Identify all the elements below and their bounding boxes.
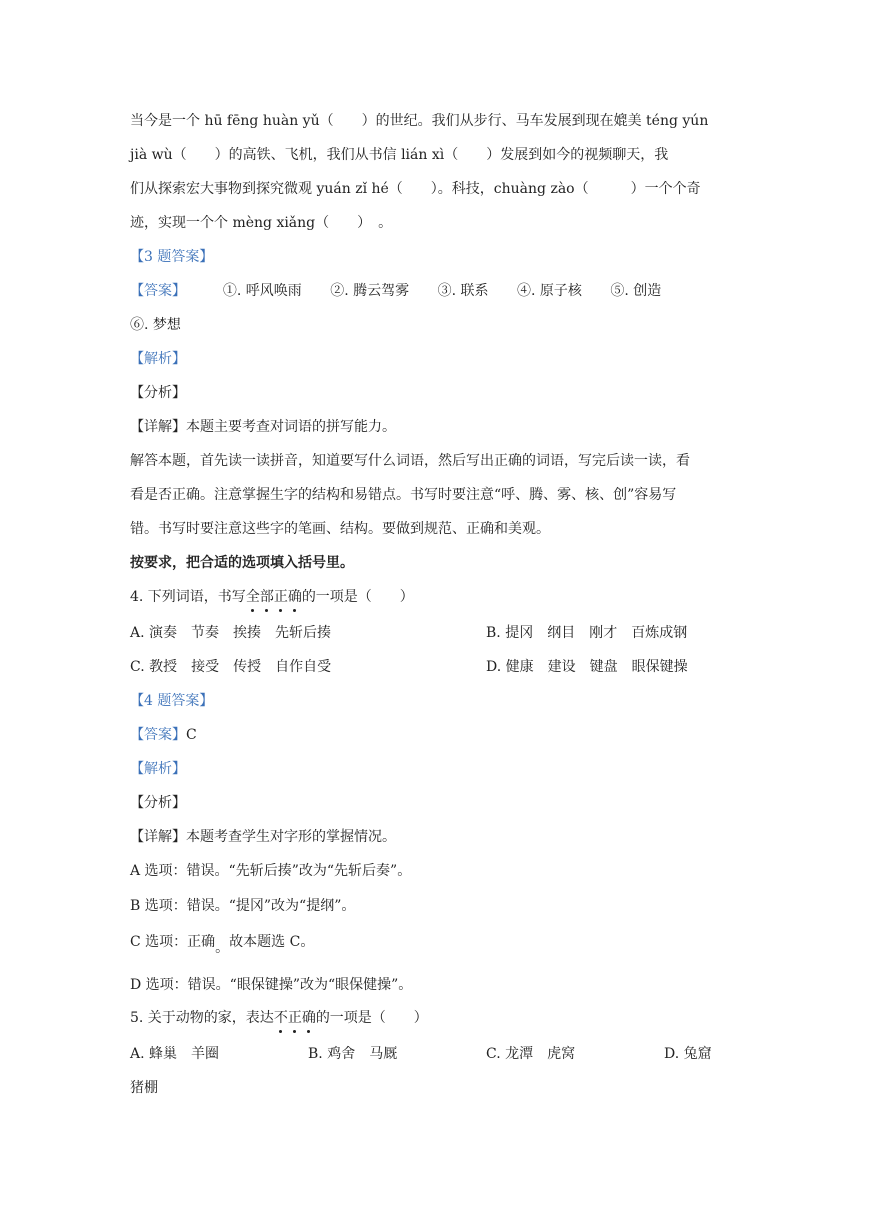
q3-explain-line-2: 看是否正确。注意掌握生字的结构和易错点。书写时要注意“呼、腾、雾、核、创”容易写 xyxy=(130,487,677,503)
emphasis-char: 部 xyxy=(260,586,274,608)
q4-stem-suffix: 的一项是（ ） xyxy=(301,589,414,605)
q4-stem xyxy=(130,586,414,608)
section-instruction: 按要求，把合适的选项填入括号里。 xyxy=(130,555,354,571)
q5-option-b: B. 鸡舍 马厩 xyxy=(308,1046,398,1062)
q5-option-a: A. 蜂巢 羊圈 xyxy=(130,1046,220,1062)
q3-answer-title: 【3 题答案】 xyxy=(130,249,214,265)
q4-detail: 【详解】本题考查学生对字形的掌握情况。 xyxy=(130,829,396,845)
q4-explain-d: D 选项：错误。“眼保键操”改为“眼保健操”。 xyxy=(130,977,413,993)
q5-option-c: C. 龙潭 虎窝 xyxy=(486,1046,576,1062)
q4-jiexi-label: 【解析】 xyxy=(130,761,186,777)
q4-explain-c xyxy=(130,931,315,956)
emphasis-char: 正 xyxy=(288,1007,302,1029)
q4-explain-b: B 选项：错误。“提冈”改为“提纲”。 xyxy=(130,898,356,914)
q4-answer-value: C xyxy=(186,727,197,743)
q4-option-b: B. 提冈 纲目 刚才 百炼成钢 xyxy=(486,625,688,641)
q3-answer-item: ⑤. 创造 xyxy=(610,283,662,299)
q3-answer-label: 【答案】 xyxy=(130,283,186,299)
q5-stem-prefix: 5. 关于动物的家，表达 xyxy=(130,1010,274,1026)
q5-stem xyxy=(130,1007,428,1029)
q3-text-line-3: 们从探索宏大事物到探究微观 yuán zǐ hé（ ）。科技，chuàng zào（ ）一个个奇 xyxy=(130,181,701,197)
emphasis-char: 确 xyxy=(288,586,302,608)
q4-fenxi-label: 【分析】 xyxy=(130,795,186,811)
q3-detail: 【详解】本题主要考查对词语的拼写能力。 xyxy=(130,419,396,435)
q3-explain-line-3: 错。书写时要注意这些字的笔画、结构。要做到规范、正确和美观。 xyxy=(130,521,550,537)
q3-answer-item: ②. 腾云驾雾 xyxy=(330,283,410,299)
q3-fenxi-label: 【分析】 xyxy=(130,385,186,401)
emphasis-char: 确 xyxy=(302,1007,316,1029)
q5-option-d: D. 兔窟 xyxy=(664,1046,712,1062)
emphasis-char: 正 xyxy=(274,586,288,608)
q3-answer-row xyxy=(130,280,661,302)
q5-stem-suffix: 的一项是（ ） xyxy=(315,1010,428,1026)
q4-explain-c-rest: 故本题选 C。 xyxy=(229,934,315,950)
q3-explain-line-1: 解答本题，首先读一读拼音，知道要写什么词语，然后写出正确的词语，写完后读一读，看 xyxy=(130,453,690,469)
q3-text-line-4: 迹，实现一个个 mèng xiǎng（ ） 。 xyxy=(130,215,393,231)
q4-answer-label: 【答案】 xyxy=(130,727,186,743)
q4-explain-a: A 选项：错误。“先斩后揍”改为“先斩后奏”。 xyxy=(130,863,412,879)
q4-answer-title: 【4 题答案】 xyxy=(130,693,214,709)
q3-answer-item: ③. 联系 xyxy=(437,283,489,299)
q4-explain-c-main: C 选项：正确 xyxy=(130,934,216,950)
q3-answer-item: ①. 呼风唤雨 xyxy=(222,283,302,299)
q4-answer-row xyxy=(130,724,197,746)
q4-option-c: C. 教授 接受 传授 自作自受 xyxy=(130,659,332,675)
q4-explain-c-mark: 。 xyxy=(215,940,230,956)
q3-answer-item: ④. 原子核 xyxy=(516,283,582,299)
q4-stem-prefix: 4. 下列词语，书写 xyxy=(130,589,246,605)
q3-answer-item: ⑥. 梦想 xyxy=(130,317,181,333)
q4-option-a: A. 演奏 节奏 挨揍 先斩后揍 xyxy=(130,625,332,641)
q3-text-line-2: jià wù（ ）的高铁、飞机，我们从书信 lián xì（ ）发展到如今的视频聊天，我 xyxy=(130,147,669,163)
emphasis-char: 不 xyxy=(274,1007,288,1029)
q3-text-line-1: 当今是一个 hū fēng huàn yǔ（ ）的世纪。我们从步行、马车发展到现在媲美 téng yún xyxy=(130,113,709,129)
q3-jiexi-label: 【解析】 xyxy=(130,351,186,367)
q4-option-d: D. 健康 建设 键盘 眼保键操 xyxy=(486,659,688,675)
emphasis-char: 全 xyxy=(246,586,260,608)
q5-option-d-wrap: 猪棚 xyxy=(130,1080,158,1096)
